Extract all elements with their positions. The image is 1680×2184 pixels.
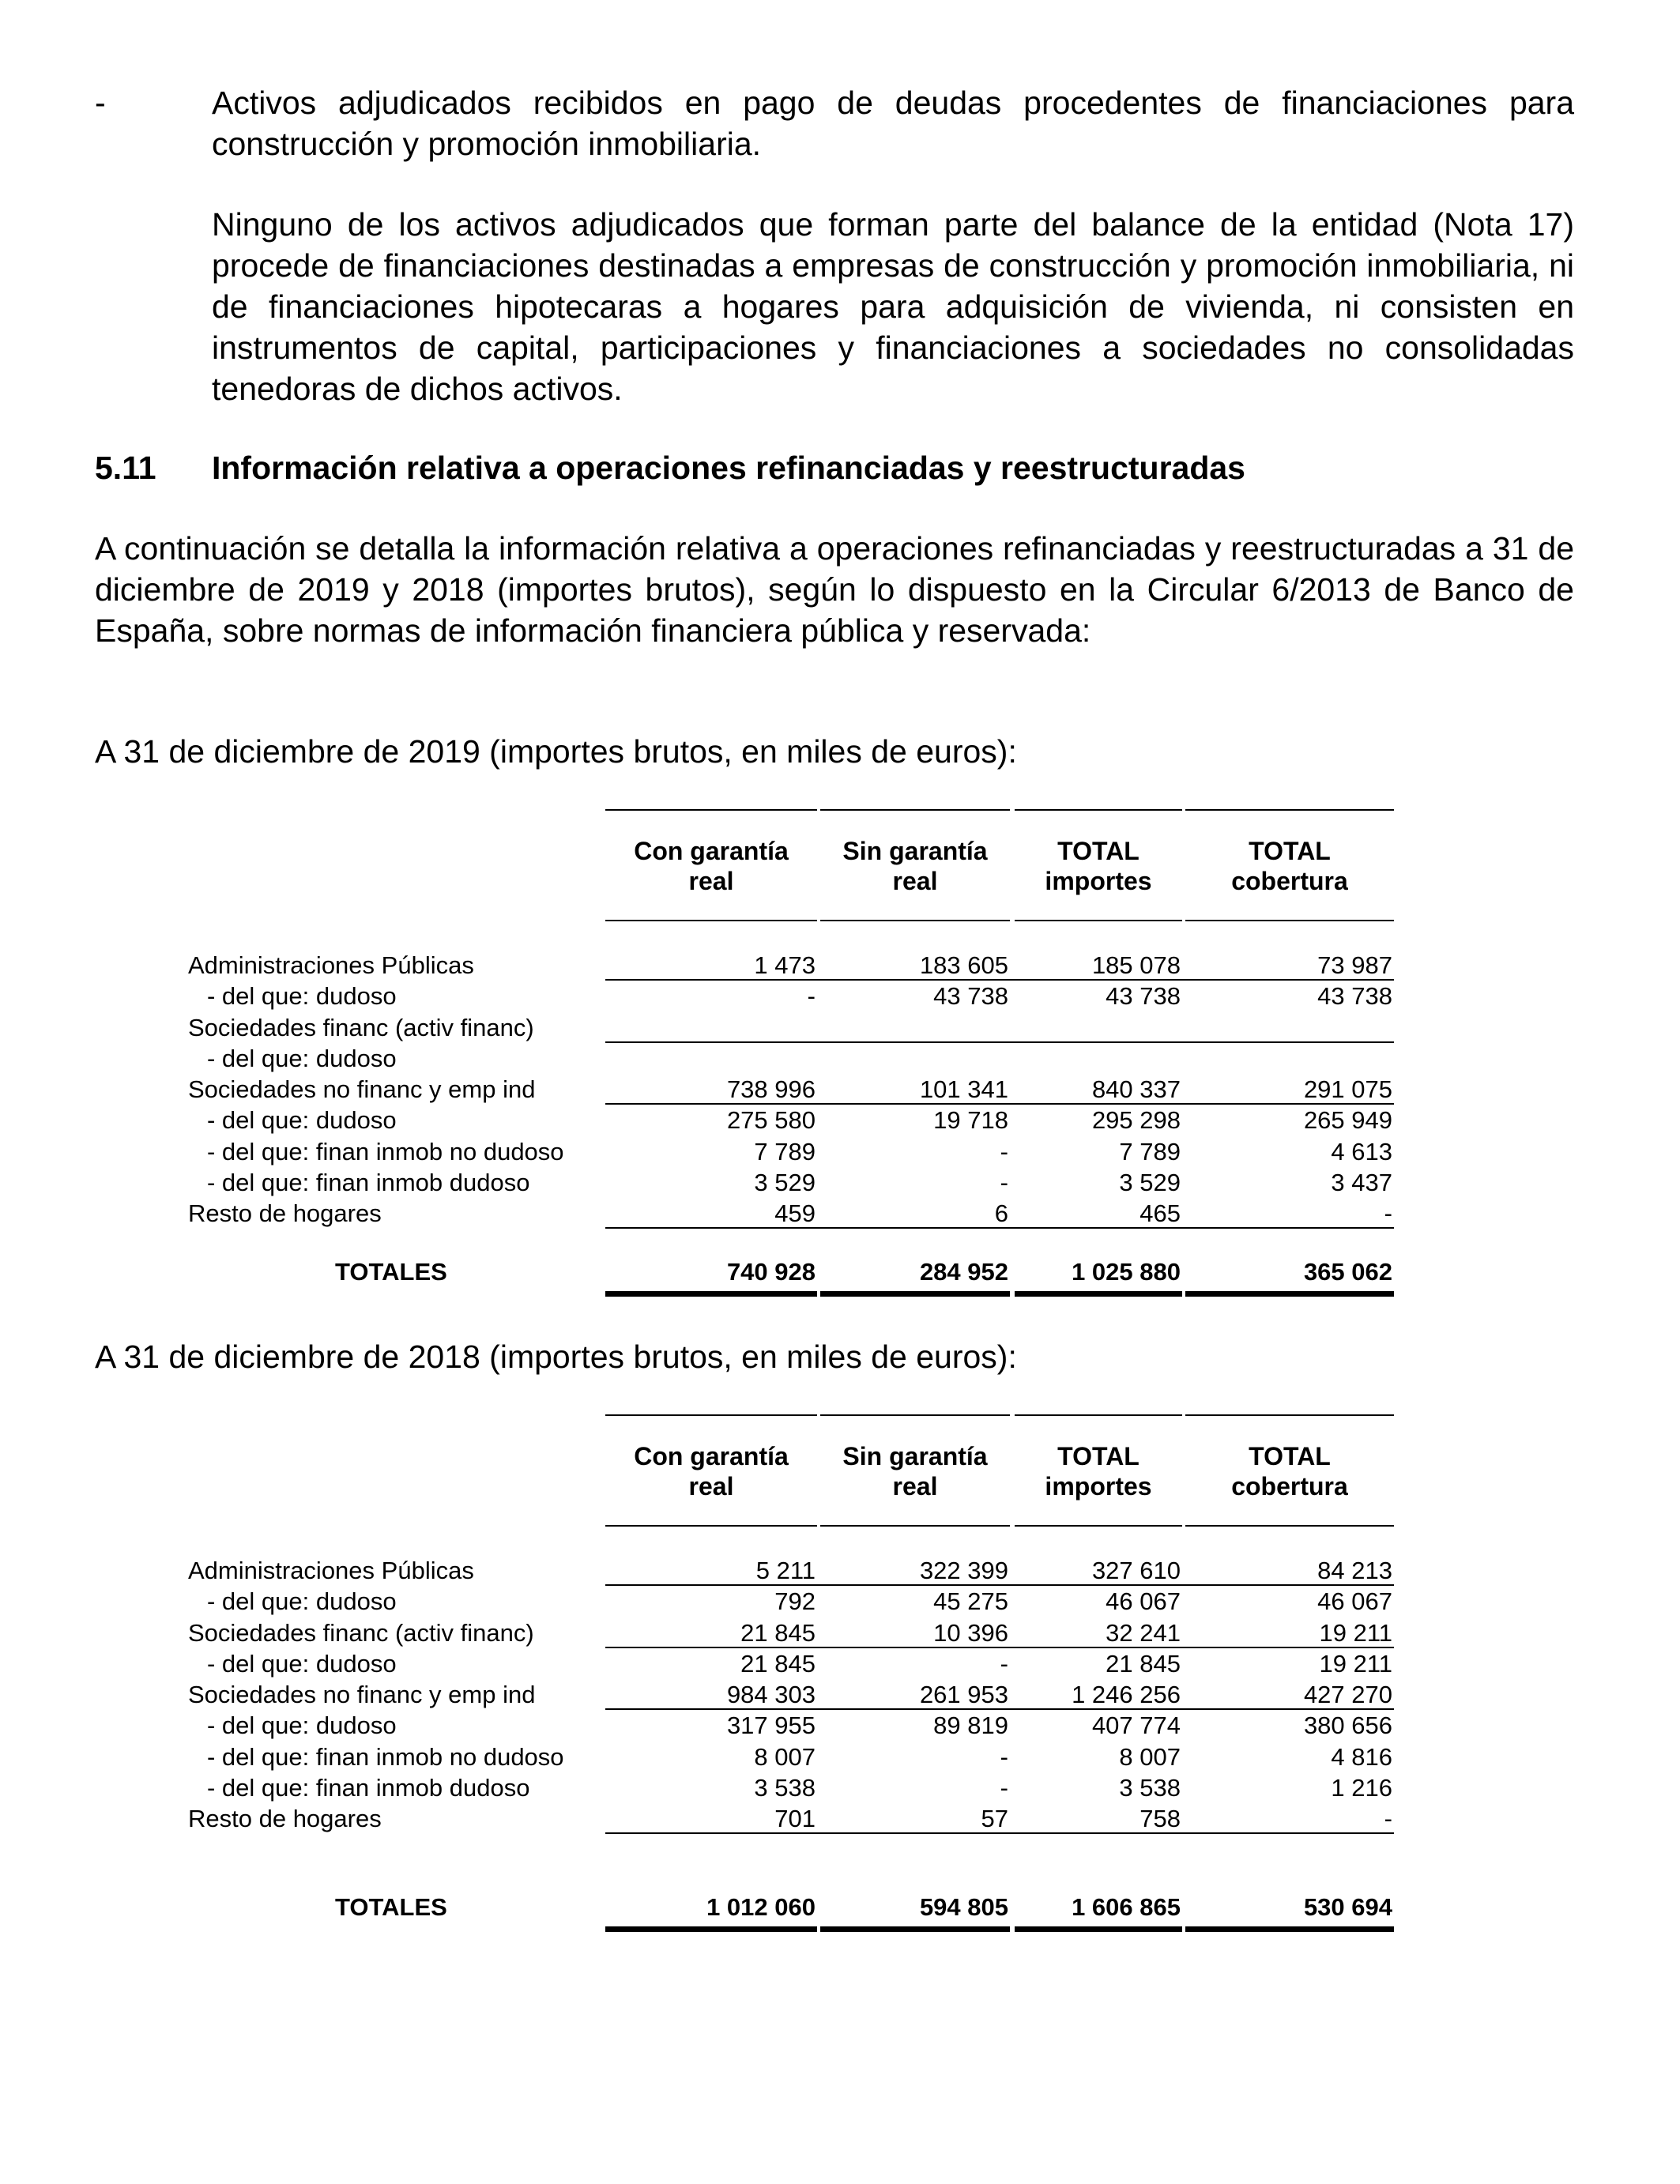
column-header-line1: Con garantía — [634, 1442, 789, 1470]
totals-double-rule — [605, 1291, 817, 1297]
row-label: - del que: dudoso — [207, 1711, 397, 1740]
column-header — [1185, 1441, 1394, 1501]
table-cell: 3 529 — [754, 1168, 816, 1196]
table-cell: 275 580 — [726, 1106, 816, 1135]
totals-cell: 1 012 060 — [706, 1893, 816, 1921]
row-label: - del que: dudoso — [207, 982, 397, 1011]
table-cell: 46 067 — [1106, 1587, 1181, 1616]
row-label: Sociedades no financ y emp ind — [188, 1681, 536, 1708]
totals-double-rule — [820, 1291, 1010, 1297]
column-header-line1: TOTAL — [1057, 837, 1139, 865]
table-cell: 7 789 — [1119, 1137, 1181, 1165]
column-header-line2: importes — [1045, 867, 1152, 895]
table-cell: - — [1000, 1649, 1008, 1678]
row-label: - del que: finan inmob no dudoso — [207, 1742, 564, 1771]
table-cell: 1 216 — [1331, 1773, 1392, 1802]
column-header-line1: Sin garantía — [842, 837, 988, 865]
table-cell: 840 337 — [1091, 1075, 1181, 1103]
table-cell: - — [1000, 1137, 1008, 1165]
table-cell: 43 738 — [1317, 982, 1392, 1011]
column-header-line2: importes — [1045, 1472, 1152, 1501]
table-cell: 185 078 — [1091, 951, 1181, 979]
table-cell: 407 774 — [1091, 1711, 1181, 1740]
paragraph-intro: A continuación se detalla la información relativa a operaciones refinanciadas y reestructuradas a 31 de diciembre de 2019 y 2018 (importes brutos), según lo dispuesto en la Circular 6/2013 de Banco de España, sobre normas de información financiera pública y reservada: — [95, 530, 1574, 649]
header-bottom-rule — [820, 1525, 1010, 1527]
section-title: Información relativa a operaciones refinanciadas y reestructuradas — [212, 450, 1245, 486]
table-cell: 6 — [994, 1199, 1008, 1227]
header-top-rule — [1185, 1414, 1394, 1416]
row-label: - del que: finan inmob dudoso — [207, 1773, 530, 1802]
table-cell: 46 067 — [1317, 1587, 1392, 1616]
table-cell: 1 246 256 — [1072, 1681, 1181, 1708]
totals-double-rule — [1015, 1291, 1182, 1297]
row-label: Sociedades financ (activ financ) — [188, 1013, 534, 1041]
totals-double-rule — [605, 1926, 817, 1932]
table-cell: 32 241 — [1106, 1618, 1181, 1647]
row-underline — [605, 1227, 1394, 1229]
table-cell: 738 996 — [726, 1075, 816, 1103]
table-cell: 73 987 — [1317, 951, 1392, 979]
paragraph-adjudicados: Ninguno de los activos adjudicados que forman parte del balance de la entidad (Nota 17) procede de financiaciones destinadas a empresas de construcción y promoción inmobiliaria, ni de financiaciones hipotecaras a hogares para adquisición de vivienda, ni consisten en instrumentos de capital, participaciones y financiaciones a sociedades no consolidadas tenedoras de dichos activos. — [212, 206, 1574, 407]
table-cell: 5 211 — [755, 1557, 816, 1584]
table-cell: 57 — [981, 1805, 1008, 1832]
header-top-rule — [605, 809, 817, 811]
column-header-line2: real — [688, 867, 734, 895]
table-cell: 261 953 — [919, 1681, 1008, 1708]
table-cell: 21 845 — [1106, 1649, 1181, 1678]
header-top-rule — [1015, 1414, 1182, 1416]
row-label: Resto de hogares — [188, 1805, 382, 1832]
table-cell: 1 473 — [754, 951, 816, 979]
table-cell: 701 — [774, 1805, 816, 1832]
column-header-line2: real — [892, 867, 938, 895]
totals-double-rule — [1185, 1926, 1394, 1932]
table-cell: 183 605 — [919, 951, 1008, 979]
totals-cell: 1 606 865 — [1072, 1893, 1181, 1921]
header-bottom-rule — [1015, 1525, 1182, 1527]
totals-cell: 1 025 880 — [1072, 1258, 1181, 1286]
header-top-rule — [1185, 809, 1394, 811]
column-header-line1: Con garantía — [634, 837, 789, 865]
table-cell: 758 — [1139, 1805, 1181, 1832]
row-label: - del que: finan inmob dudoso — [207, 1168, 530, 1196]
table-2018-caption: A 31 de diciembre de 2018 (importes brutos, en miles de euros): — [95, 1339, 1017, 1375]
column-header — [1185, 836, 1394, 896]
row-label: Administraciones Públicas — [188, 1557, 474, 1584]
totals-cell: 530 694 — [1303, 1893, 1392, 1921]
row-label: - del que: dudoso — [207, 1587, 397, 1616]
table-2019-caption: A 31 de diciembre de 2019 (importes brutos, en miles de euros): — [95, 733, 1017, 770]
row-label: Sociedades financ (activ financ) — [188, 1618, 534, 1647]
table-cell: 3 538 — [1119, 1773, 1181, 1802]
table-cell: - — [1384, 1805, 1392, 1832]
header-top-rule — [605, 1414, 817, 1416]
row-label: - del que: dudoso — [207, 1044, 397, 1072]
table-cell: 8 007 — [1119, 1742, 1181, 1771]
totals-double-rule — [1185, 1291, 1394, 1297]
column-header — [820, 836, 1010, 896]
table-cell: 427 270 — [1303, 1681, 1392, 1708]
table-cell: 4 613 — [1331, 1137, 1392, 1165]
column-header-line2: cobertura — [1231, 867, 1348, 895]
bullet-text: Activos adjudicados recibidos en pago de deudas procedentes de financiaciones para construcción y promoción inmobiliaria. — [212, 85, 1574, 162]
column-header — [1015, 836, 1182, 896]
totals-cell: 594 805 — [919, 1893, 1008, 1921]
column-header-line1: TOTAL — [1249, 1442, 1331, 1470]
row-label: Administraciones Públicas — [188, 951, 474, 979]
header-bottom-rule — [820, 920, 1010, 921]
header-bottom-rule — [605, 920, 817, 921]
table-cell: 984 303 — [726, 1681, 816, 1708]
row-underline — [605, 1832, 1394, 1834]
row-label: Resto de hogares — [188, 1199, 382, 1227]
table-cell: 8 007 — [754, 1742, 816, 1771]
totals-double-rule — [1015, 1926, 1182, 1932]
table-cell: 89 819 — [933, 1711, 1008, 1740]
table-cell: 21 845 — [740, 1649, 816, 1678]
table-cell: - — [807, 982, 816, 1011]
section-number: 5.11 — [95, 450, 156, 486]
table-cell: 317 955 — [726, 1711, 816, 1740]
header-top-rule — [820, 809, 1010, 811]
totals-cell: 740 928 — [726, 1258, 816, 1286]
column-header — [605, 836, 817, 896]
table-cell: 465 — [1139, 1199, 1181, 1227]
table-cell: 295 298 — [1091, 1106, 1181, 1135]
totals-cell: 365 062 — [1303, 1258, 1392, 1286]
table-cell: 792 — [774, 1587, 816, 1616]
column-header-line2: real — [688, 1472, 734, 1501]
table-cell: 10 396 — [933, 1618, 1008, 1647]
table-cell: 3 529 — [1119, 1168, 1181, 1196]
row-label: - del que: finan inmob no dudoso — [207, 1137, 564, 1165]
row-underline — [605, 1041, 1394, 1043]
header-bottom-rule — [605, 1525, 817, 1527]
table-cell: 45 275 — [933, 1587, 1008, 1616]
column-header — [820, 1441, 1010, 1501]
table-cell: - — [1000, 1773, 1008, 1802]
row-label: Sociedades no financ y emp ind — [188, 1075, 536, 1103]
column-header-line2: cobertura — [1231, 1472, 1348, 1501]
header-bottom-rule — [1015, 920, 1182, 921]
table-cell: 327 610 — [1091, 1557, 1181, 1584]
table-cell: 291 075 — [1303, 1075, 1392, 1103]
table-cell: 101 341 — [919, 1075, 1008, 1103]
column-header-line2: real — [892, 1472, 938, 1501]
table-cell: 265 949 — [1303, 1106, 1392, 1135]
header-bottom-rule — [1185, 1525, 1394, 1527]
table-cell: 459 — [774, 1199, 816, 1227]
table-cell: 4 816 — [1331, 1742, 1392, 1771]
table-cell: 21 845 — [740, 1618, 816, 1647]
table-cell: 3 538 — [754, 1773, 816, 1802]
table-cell: 3 437 — [1331, 1168, 1392, 1196]
column-header-line1: TOTAL — [1057, 1442, 1139, 1470]
row-label: - del que: dudoso — [207, 1649, 397, 1678]
totals-label: TOTALES — [335, 1258, 447, 1286]
table-cell: 19 718 — [933, 1106, 1008, 1135]
totals-label: TOTALES — [335, 1893, 447, 1921]
column-header-line1: Sin garantía — [842, 1442, 988, 1470]
column-header — [1015, 1441, 1182, 1501]
header-top-rule — [820, 1414, 1010, 1416]
table-cell: 19 211 — [1319, 1618, 1392, 1647]
table-cell: 19 211 — [1319, 1649, 1392, 1678]
table-cell: - — [1384, 1199, 1392, 1227]
header-top-rule — [1015, 809, 1182, 811]
table-cell: 43 738 — [933, 982, 1008, 1011]
totals-double-rule — [820, 1926, 1010, 1932]
header-bottom-rule — [1185, 920, 1394, 921]
table-cell: - — [1000, 1742, 1008, 1771]
column-header-line1: TOTAL — [1249, 837, 1331, 865]
table-cell: 380 656 — [1303, 1711, 1392, 1740]
table-cell: 322 399 — [919, 1557, 1008, 1584]
totals-cell: 284 952 — [919, 1258, 1008, 1286]
bullet-dash: - — [95, 85, 106, 121]
row-label: - del que: dudoso — [207, 1106, 397, 1135]
column-header — [605, 1441, 817, 1501]
table-cell: 7 789 — [754, 1137, 816, 1165]
table-cell: - — [1000, 1168, 1008, 1196]
table-cell: 43 738 — [1106, 982, 1181, 1011]
table-cell: 84 213 — [1317, 1557, 1392, 1584]
